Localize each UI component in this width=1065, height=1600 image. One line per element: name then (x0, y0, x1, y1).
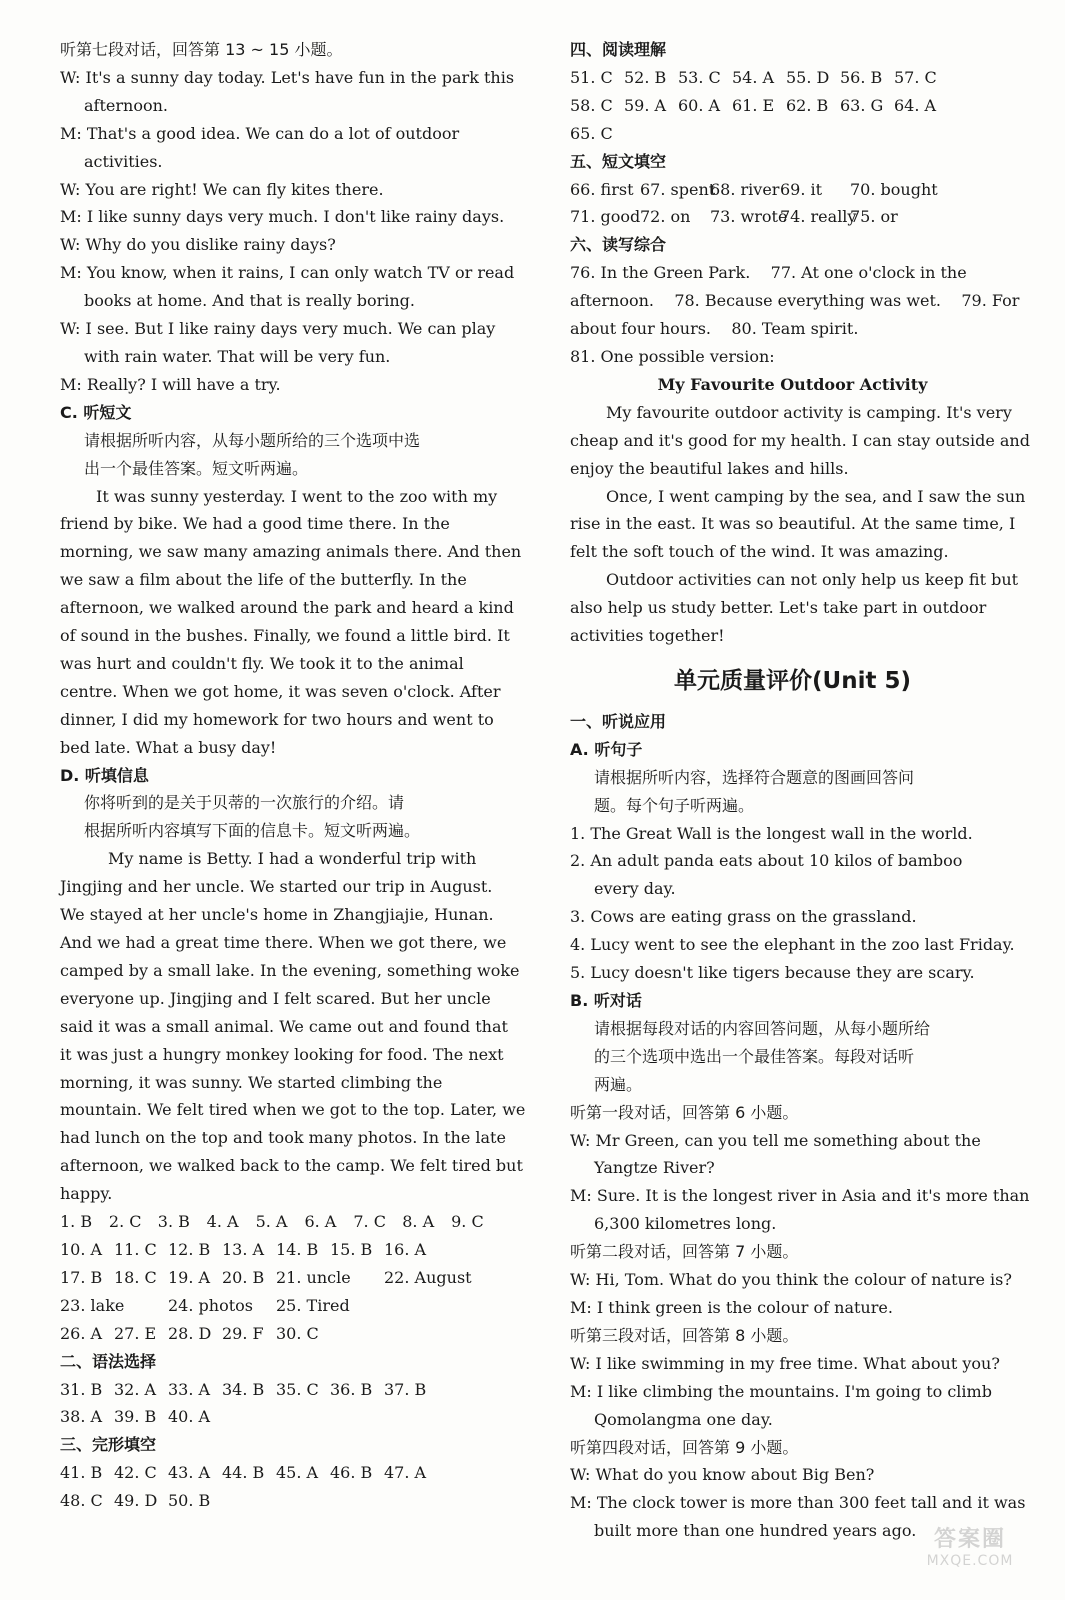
answer-item: 12. B (168, 1239, 211, 1259)
section-a-instructions (570, 764, 1015, 820)
watermark-url: MXQE.COM (926, 1553, 1014, 1569)
text-line: W: Why do you dislike rainy days? (60, 235, 336, 255)
reading-writing-title: 六、读写综合 (570, 235, 667, 255)
text-line: happy. (60, 1184, 113, 1204)
answer-item: 15. B (330, 1239, 373, 1259)
answer-item: 57. C (894, 67, 937, 87)
text-line: My favourite outdoor activity is camping. It's very (606, 402, 1012, 422)
text-line: friend by bike. We had a good time there. In the (60, 514, 450, 534)
text-line: books at home. And that is really boring. (84, 291, 415, 311)
answer-item: 52. B (624, 67, 667, 87)
instruction-line: 请根据所听内容，选择符合题意的图画回答问 (594, 767, 915, 787)
answer-item: 19. A (168, 1267, 211, 1287)
instruction-line: 题。每个句子听两遍。 (594, 795, 755, 815)
answer-item: 8. A (402, 1212, 435, 1232)
answer-row (60, 1487, 500, 1515)
section-c-title: C. 听短文 (60, 402, 132, 422)
text-line: afternoon, we walked back to the camp. We felt tired but (60, 1156, 523, 1176)
answer-item: 56. B (840, 67, 883, 87)
answer-item: 62. B (786, 95, 829, 115)
text-line: W: What do you know about Big Ben? (570, 1465, 875, 1485)
text-line: enjoy the beautiful lakes and hills. (570, 458, 849, 478)
text-line: 听第一段对话，回答第 6 小题。 (570, 1102, 799, 1122)
answer-item: 1. B (60, 1212, 93, 1232)
instruction-line: 的三个选项中选出一个最佳答案。每段对话听 (594, 1046, 915, 1066)
text-line: M: I like sunny days very much. I don't like rainy days. (60, 207, 505, 227)
answer-row (60, 1459, 500, 1487)
answer-item: 72. on (640, 207, 691, 227)
text-line: rise in the east. It was so beautiful. At the same time, I (570, 514, 1016, 534)
text-line: M: That's a good idea. We can do a lot of outdoor (60, 123, 460, 143)
answer-item: 69. it (780, 179, 823, 199)
answer-item: 5. A (255, 1212, 288, 1232)
text-line: 1. The Great Wall is the longest wall in the world. (570, 823, 973, 843)
answer-item: 21. uncle (276, 1267, 351, 1287)
answer-row (570, 176, 1015, 204)
answer-item: 34. B (222, 1379, 265, 1399)
instruction-line: 两遍。 (594, 1074, 643, 1094)
answer-item: 24. photos (168, 1295, 253, 1315)
section-d-instructions (60, 789, 500, 845)
answer-row (570, 203, 1015, 231)
answer-item: 14. B (276, 1239, 319, 1259)
text-line: W: I like swimming in my free time. What about you? (570, 1353, 1000, 1373)
answer-item: 25. Tired (276, 1295, 350, 1315)
instruction-line: 请根据所听内容，从每小题所给的三个选项中选 (84, 430, 421, 450)
text-line: bed late. What a busy day! (60, 737, 277, 757)
answer-item: 11. C (114, 1239, 157, 1259)
left-column (60, 36, 526, 1515)
section-c-instructions (60, 427, 500, 483)
text-line: centre. When we got home, it was seven o'clock. After (60, 681, 501, 701)
answers-reading-writing (570, 259, 1020, 371)
unit-title: 单元质量评价(Unit 5) (674, 667, 911, 694)
answer-item: 29. F (222, 1323, 264, 1343)
sentences (570, 820, 1015, 987)
answer-item: 70. bought (850, 179, 938, 199)
section-a-title: A. 听句子 (570, 739, 643, 759)
answer-item: 2. C (108, 1212, 142, 1232)
answer-item: 45. A (276, 1463, 319, 1483)
answer-row (60, 1208, 500, 1236)
answer-item: 49. D (114, 1491, 158, 1511)
text-line: 4. Lucy went to see the elephant in the zoo last Friday. (570, 935, 1015, 955)
answer-row (60, 1236, 500, 1264)
answer-item: 37. B (384, 1379, 427, 1399)
answer-item: 42. C (114, 1463, 157, 1483)
answer-item: 9. C (451, 1212, 484, 1232)
text-line: 听第四段对话，回答第 9 小题。 (570, 1437, 799, 1457)
answer-item: 54. A (732, 67, 775, 87)
answer-item: 3. B (157, 1212, 190, 1232)
answer-item: 61. E (732, 95, 775, 115)
answer-row (60, 1403, 500, 1431)
answer-item: 31. B (60, 1379, 103, 1399)
section-d-title: D. 听填信息 (60, 765, 149, 785)
answer-item: 6. A (304, 1212, 337, 1232)
cloze-title: 三、完形填空 (60, 1435, 157, 1455)
answer-item: 41. B (60, 1463, 103, 1483)
answer-item: 64. A (894, 95, 937, 115)
text-line: M: Sure. It is the longest river in Asia and it's more than (570, 1186, 1030, 1206)
text-line: had lunch on the top and took many photos. In the late (60, 1128, 506, 1148)
answer-item: 55. D (786, 67, 830, 87)
answer-item: 58. C (570, 95, 613, 115)
text-line: everyone up. Jingjing and I felt scared. But her uncle (60, 988, 491, 1008)
answer-line: afternoon. 78. Because everything was wet. 79. For (570, 291, 1020, 311)
text-line: mountain. We felt tired when we got to the top. Later, we (60, 1100, 526, 1120)
dialogues (570, 1099, 1030, 1546)
text-line: was hurt and couldn't fly. We took it to the animal (60, 653, 464, 673)
text-line: afternoon. (84, 95, 168, 115)
passage-c (60, 483, 522, 762)
answer-item: 22. August (384, 1267, 472, 1287)
text-line: W: Hi, Tom. What do you think the colour of nature is? (570, 1270, 1012, 1290)
answer-item: 18. C (114, 1267, 157, 1287)
answer-row (570, 64, 1015, 92)
answer-item: 13. A (222, 1239, 265, 1259)
answers-blank (570, 176, 1015, 232)
answer-item: 32. A (114, 1379, 157, 1399)
answer-row (60, 1320, 500, 1348)
dialogue-7-intro: 听第七段对话，回答第 13 ~ 15 小题。 (60, 40, 343, 59)
answer-item: 40. A (168, 1407, 211, 1427)
answers-listening (60, 1208, 500, 1348)
part-1-title: 一、听说应用 (570, 711, 667, 731)
answer-item: 27. E (114, 1323, 157, 1343)
answer-item: 63. G (840, 95, 884, 115)
answer-item: 20. B (222, 1267, 265, 1287)
answer-row (60, 1264, 500, 1292)
answer-item: 60. A (678, 95, 721, 115)
answer-row (60, 1292, 500, 1320)
text-line: Qomolangma one day. (594, 1409, 773, 1429)
answer-item: 23. lake (60, 1295, 125, 1315)
dialogue-7 (60, 64, 515, 399)
passage-d (60, 845, 526, 1208)
answer-line: 76. In the Green Park. 77. At one o'clock in the (570, 263, 967, 283)
text-line: W: You are right! We can fly kites there. (60, 179, 384, 199)
text-line: Jingjing and her uncle. We started our trip in August. (60, 877, 493, 897)
text-line: said it was a small animal. We came out and found that (60, 1016, 508, 1036)
answer-item: 48. C (60, 1491, 103, 1511)
answer-item: 71. good (570, 207, 641, 227)
answer-item: 35. C (276, 1379, 319, 1399)
text-line: M: I like climbing the mountains. I'm going to climb (570, 1381, 992, 1401)
text-line: M: You know, when it rains, I can only watch TV or read (60, 263, 515, 283)
text-line: We stayed at her uncle's home in Zhangjiajie, Hunan. (60, 905, 494, 925)
text-line: M: Really? I will have a try. (60, 374, 281, 394)
text-line: M: I think green is the colour of nature. (570, 1297, 893, 1317)
answer-item: 4. A (206, 1212, 239, 1232)
text-line: with rain water. That will be very fun. (84, 346, 391, 366)
text-line: also help us study better. Let's take part in outdoor (570, 598, 987, 618)
answer-item: 30. C (276, 1323, 319, 1343)
answer-item: 44. B (222, 1463, 265, 1483)
answer-item: 26. A (60, 1323, 103, 1343)
text-line: activities. (84, 151, 163, 171)
text-line: Yangtze River? (594, 1158, 715, 1178)
answer-item: 16. A (384, 1239, 427, 1259)
text-line: every day. (594, 879, 676, 899)
answer-item: 74. really (780, 207, 857, 227)
text-line: it was just a hungry monkey looking for food. The next (60, 1044, 504, 1064)
text-line: W: It's a sunny day today. Let's have fun in the park this (60, 67, 515, 87)
answer-item: 28. D (168, 1323, 212, 1343)
text-line: My name is Betty. I had a wonderful trip with (108, 849, 477, 869)
answer-row (570, 92, 1015, 120)
answer-item: 33. A (168, 1379, 211, 1399)
text-line: Outdoor activities can not only help us keep fit but (606, 570, 1019, 590)
reading-title: 四、阅读理解 (570, 40, 667, 59)
text-line: camped by a small lake. In the evening, something woke (60, 960, 520, 980)
instruction-line: 你将听到的是关于贝蒂的一次旅行的介绍。请 (84, 793, 405, 813)
answer-item: 7. C (353, 1212, 386, 1232)
text-line: felt the soft touch of the wind. It was amazing. (570, 542, 949, 562)
answer-line: about four hours. 80. Team spirit. (570, 319, 859, 339)
text-line: 5. Lucy doesn't like tigers because they are scary. (570, 963, 975, 983)
answer-item: 17. B (60, 1267, 103, 1287)
answer-row (60, 1376, 500, 1404)
text-line: Once, I went camping by the sea, and I saw the sun (606, 486, 1026, 506)
grammar-title: 二、语法选择 (60, 1351, 157, 1371)
answer-item: 66. first (570, 179, 634, 199)
right-column (570, 36, 1030, 1545)
text-line: built more than one hundred years ago. (594, 1521, 917, 1541)
section-b-title: B. 听对话 (570, 991, 642, 1010)
answer-item: 10. A (60, 1239, 103, 1259)
answers-reading (570, 64, 1015, 148)
text-line: 3. Cows are eating grass on the grassland. (570, 907, 917, 927)
text-line: morning, it was sunny. We started climbing the (60, 1072, 443, 1092)
text-line: 6,300 kilometres long. (594, 1214, 777, 1234)
text-line: of sound in the bushes. Finally, we found a little bird. It (60, 626, 510, 646)
text-line: 听第二段对话，回答第 7 小题。 (570, 1242, 799, 1262)
answers-grammar (60, 1376, 500, 1432)
answer-item: 73. wrote (710, 207, 788, 227)
blank-title: 五、短文填空 (570, 151, 667, 171)
answer-item: 39. B (114, 1407, 157, 1427)
text-line: 2. An adult panda eats about 10 kilos of bamboo (570, 851, 963, 871)
instruction-line: 根据所听内容填写下面的信息卡。短文听两遍。 (84, 821, 421, 841)
watermark-logo (895, 1522, 1045, 1592)
answer-item: 38. A (60, 1407, 103, 1427)
answer-item: 36. B (330, 1379, 373, 1399)
text-line: W: I see. But I like rainy days very much. We can play (60, 319, 496, 339)
answer-item: 59. A (624, 95, 667, 115)
answer-item: 65. C (570, 123, 613, 143)
text-line: activities together! (570, 626, 725, 646)
answer-row (570, 120, 1015, 148)
answer-item: 75. or (850, 207, 898, 227)
text-line: W: Mr Green, can you tell me something about the (570, 1130, 981, 1150)
answer-item: 50. B (168, 1491, 211, 1511)
text-line: dinner, I did my homework for two hours and went to (60, 709, 494, 729)
answer-item: 67. spent (640, 179, 716, 199)
text-line: morning, we saw many amazing animals there. And then (60, 542, 522, 562)
text-line: afternoon, we walked around the park and heard a kind (60, 598, 514, 618)
answer-item: 43. A (168, 1463, 211, 1483)
watermark-text: 答案圈 (933, 1527, 1006, 1552)
section-b-instructions (570, 1015, 1015, 1099)
essay-title: My Favourite Outdoor Activity (657, 374, 928, 394)
answers-cloze (60, 1459, 500, 1515)
text-line: cheap and it's good for my health. I can stay outside and (570, 430, 1030, 450)
answer-item: 51. C (570, 67, 613, 87)
answer-item: 53. C (678, 67, 721, 87)
text-line: It was sunny yesterday. I went to the zoo with my (96, 486, 498, 506)
text-line: 听第三段对话，回答第 8 小题。 (570, 1325, 799, 1345)
text-line: M: The clock tower is more than 300 feet tall and it was (570, 1493, 1026, 1513)
instruction-line: 请根据每段对话的内容回答问题，从每小题所给 (594, 1018, 931, 1038)
answer-item: 68. river (710, 179, 780, 199)
text-line: And we had a great time there. When we got there, we (60, 933, 507, 952)
text-line: we saw a film about the life of the butterfly. In the (60, 570, 467, 590)
answer-item: 46. B (330, 1463, 373, 1483)
instruction-line: 出一个最佳答案。短文听两遍。 (84, 458, 309, 478)
answer-item: 47. A (384, 1463, 427, 1483)
answer-line: 81. One possible version: (570, 346, 775, 366)
essay (570, 399, 1030, 650)
